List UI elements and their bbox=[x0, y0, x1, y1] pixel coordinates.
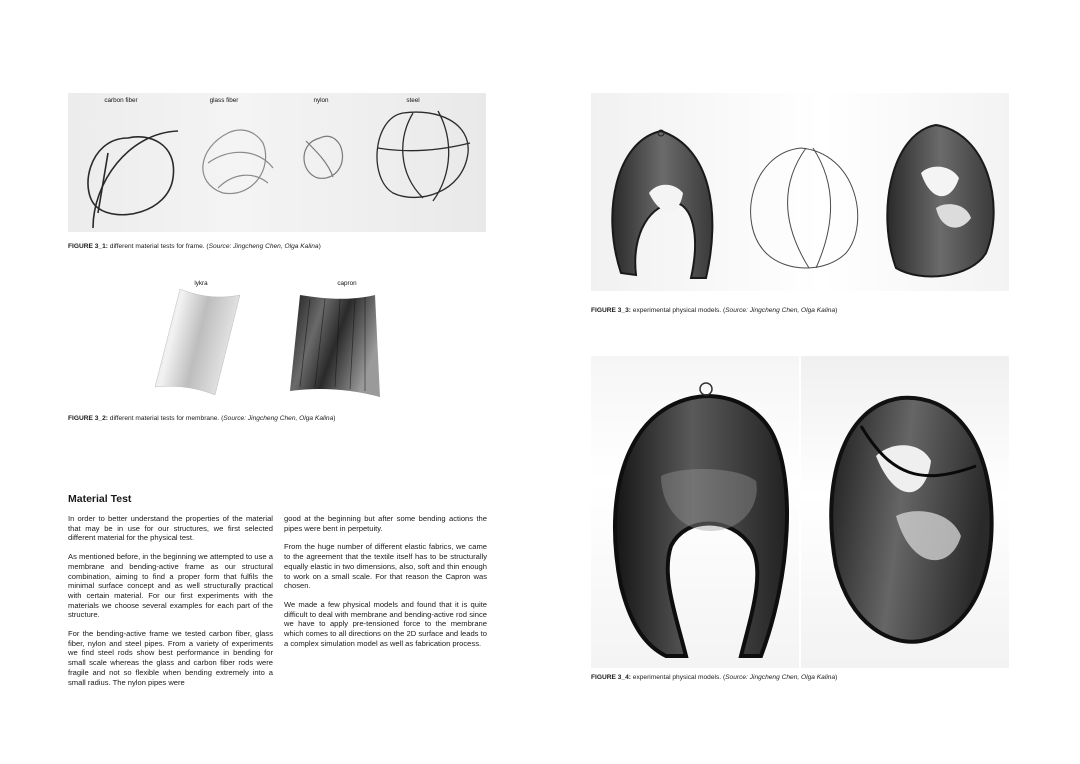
caption-end: ) bbox=[835, 307, 838, 314]
caption-source-label: Source: bbox=[725, 674, 748, 681]
caption-text: different material tests for frame. ( bbox=[107, 243, 209, 250]
fig1-label-carbon-fiber: carbon fiber bbox=[104, 97, 138, 104]
figure-3-1-photo bbox=[68, 93, 486, 232]
carbon-fiber-sample bbox=[88, 131, 178, 228]
caption-text: different material tests for membrane. ( bbox=[107, 415, 224, 422]
model-wire-frame bbox=[751, 148, 858, 268]
paragraph: For the bending-active frame we tested carbon fiber, glass fiber, nylon and steel pipes. From a variety of experiments we find steel rods show best performance in bending for small scale whereas the glass and carbon fiber rods were fragile and not so flexible when bending extremely into a small radius. The nylon pipes were bbox=[68, 629, 273, 687]
caption-end: ) bbox=[835, 674, 838, 681]
model-close-up-left bbox=[591, 356, 799, 668]
caption-label: FIGURE 3_1: bbox=[68, 243, 108, 250]
steel-sample bbox=[377, 111, 470, 201]
physical-models-row bbox=[591, 93, 1009, 291]
caption-label: FIGURE 3_2: bbox=[68, 415, 108, 422]
caption-label: FIGURE 3_4: bbox=[591, 674, 631, 681]
caption-source: Jingcheng Chen, Olga Kalina bbox=[246, 415, 334, 422]
fig1-label-steel: steel bbox=[406, 97, 420, 104]
text-column-1 bbox=[68, 514, 273, 696]
capron-sample bbox=[290, 295, 380, 397]
model-close-up-right bbox=[801, 356, 1009, 668]
fig1-label-glass-fiber: glass fiber bbox=[209, 97, 239, 104]
model-membrane-right bbox=[887, 125, 993, 276]
caption-source: Jingcheng Chen, Olga Kalina bbox=[747, 307, 836, 314]
nylon-sample bbox=[304, 136, 343, 178]
figure-3-4-photo-right bbox=[801, 356, 1009, 668]
figure-3-2-caption bbox=[68, 414, 335, 423]
frame-tests-drawing bbox=[68, 93, 486, 232]
caption-source: Jingcheng Chen, Olga Kalina bbox=[231, 243, 319, 250]
caption-source-label: Source: bbox=[208, 243, 232, 250]
caption-label: FIGURE 3_3: bbox=[591, 307, 631, 314]
paragraph: In order to better understand the properties of the material that may be in use for our structures, we first selected different material for the physical test. bbox=[68, 514, 273, 543]
caption-end: ) bbox=[318, 243, 321, 250]
fig1-label-nylon: nylon bbox=[313, 97, 329, 104]
paragraph: From the huge number of different elastic fabrics, we came to the agreement that the textile itself has to be structurally equally elastic in two dimensions, also, soft and thin enough to work on a small scale. For that reason the Capron was chosen. bbox=[284, 542, 487, 591]
caption-end: ) bbox=[333, 415, 336, 422]
paragraph: As mentioned before, in the beginning we attempted to use a membrane and bending-active frame as our structural combination, aiming to find a proper form that fulfils the minimal surface concept and as well structurally practical with certain material. For our first experiments with the materials we choose several examples for each part of the structure. bbox=[68, 552, 273, 620]
figure-3-2-photo bbox=[150, 287, 410, 399]
figure-3-4-photo-left bbox=[591, 356, 799, 668]
figure-3-4-caption bbox=[591, 673, 837, 682]
paragraph: good at the beginning but after some bending actions the pipes were bent in perpetuity. bbox=[284, 514, 487, 533]
model-membrane-left bbox=[612, 130, 712, 278]
caption-text: experimental physical models. ( bbox=[630, 674, 726, 681]
fig2-label-lykra: lykra bbox=[194, 280, 208, 287]
fig2-label-capron: capron bbox=[337, 280, 357, 287]
caption-source-label: Source: bbox=[725, 307, 748, 314]
caption-source: Jingcheng Chen, Olga Kalina bbox=[747, 674, 836, 681]
figure-3-3-photo bbox=[591, 93, 1009, 291]
text-column-2 bbox=[284, 514, 487, 657]
figure-3-1-caption bbox=[68, 242, 321, 251]
section-title: Material Test bbox=[68, 493, 132, 505]
glass-fiber-sample bbox=[203, 130, 273, 194]
figure-3-3-caption bbox=[591, 306, 837, 315]
paragraph: We made a few physical models and found that it is quite difficult to deal with membrane and bending-active rod since we have to apply pre-tensioned force to the membrane which comes to all directions on the 2D surface and leads to a complex simulation model as well as fabrication process. bbox=[284, 599, 487, 648]
caption-text: experimental physical models. ( bbox=[630, 307, 726, 314]
lykra-sample bbox=[155, 289, 240, 395]
caption-source-label: Source: bbox=[223, 415, 247, 422]
